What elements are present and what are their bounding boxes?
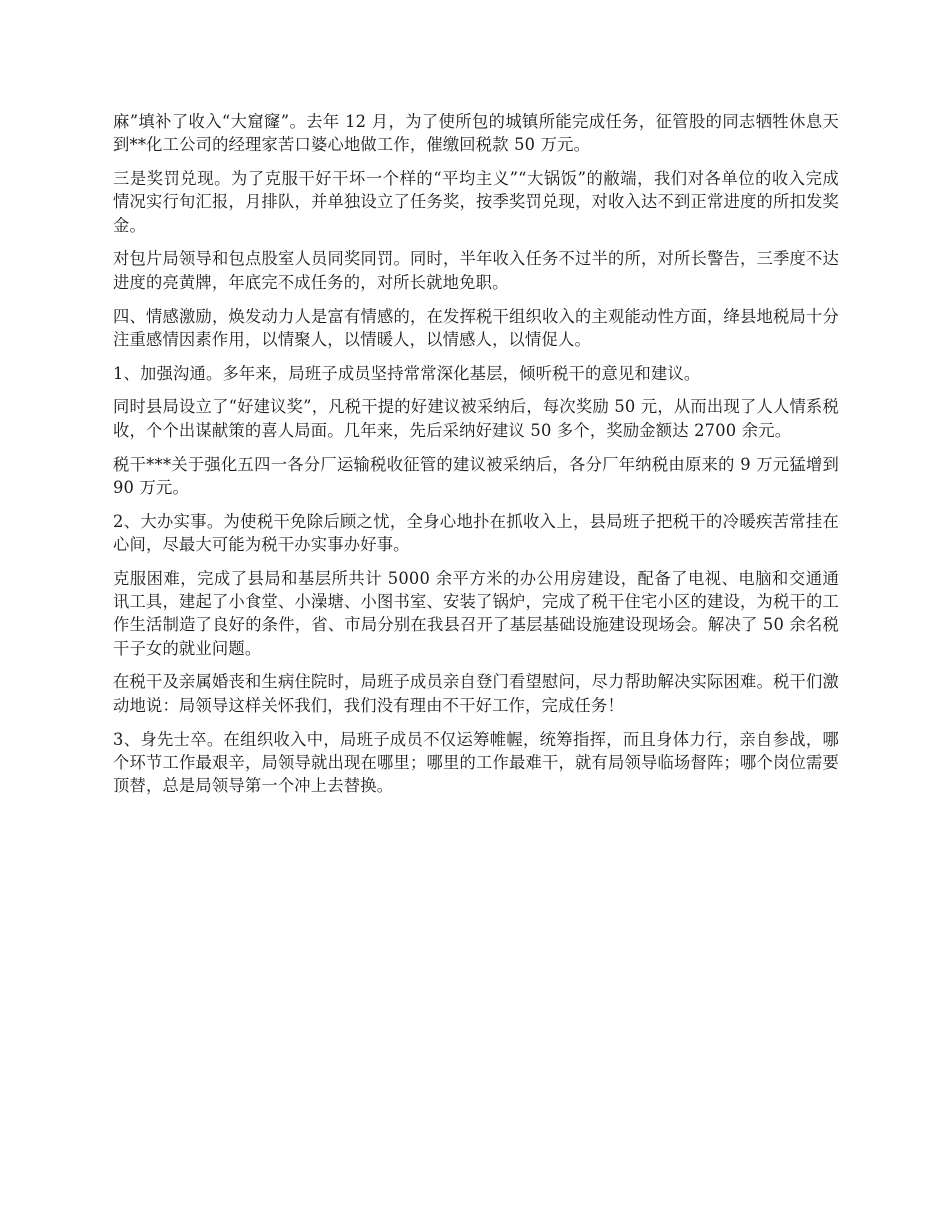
paragraph-6: 同时县局设立了“好建议奖”，凡税干提的好建议被采纳后，每次奖励 50 元，从而出现了人人情系税收，个个出谋献策的喜人局面。几年来，先后采纳好建议 50 多个，奖励金额达 2700 余元。 xyxy=(113,397,839,440)
document-page xyxy=(113,110,839,808)
paragraph-11: 3、身先士卒。在组织收入中，局班子成员不仅运筹帷幄，统筹指挥，而且身体力行，亲自参战，哪个环节工作最艰辛，局领导就出现在哪里；哪里的工作最难干，就有局领导临场督阵；哪个岗位需要顶替，总是局领导第一个冲上去替换。 xyxy=(113,729,839,796)
paragraph-2: 三是奖罚兑现。为了克服干好干坏一个样的“平均主义”“大锅饭”的敝端，我们对各单位的收入完成情况实行旬汇报，月排队，并单独设立了任务奖，按季奖罚兑现，对收入达不到正常进度的所扣发奖金。 xyxy=(113,169,839,235)
paragraph-10: 在税干及亲属婚丧和生病住院时，局班子成员亲自登门看望慰问，尽力帮助解决实际困难。税干们激动地说：局领导这样关怀我们，我们没有理由不干好工作，完成任务！ xyxy=(113,672,839,715)
paragraph-8: 2、大办实事。为使税干免除后顾之忧，全身心地扑在抓收入上，县局班子把税干的冷暖疾苦常挂在心间，尽最大可能为税干办实事办好事。 xyxy=(113,511,839,554)
paragraph-1: 麻”填补了收入“大窟窿”。去年 12 月，为了使所包的城镇所能完成任务，征管股的同志牺牲休息天到**化工公司的经理家苦口婆心地做工作，催缴回税款 50 万元。 xyxy=(113,112,839,155)
paragraph-3: 对包片局领导和包点股室人员同奖同罚。同时，半年收入任务不过半的所，对所长警告，三季度不达进度的亮黄牌，年底完不成任务的，对所长就地免职。 xyxy=(113,249,839,292)
paragraph-9: 克服困难，完成了县局和基层所共计 5000 余平方米的办公用房建设，配备了电视、电脑和交通通讯工具，建起了小食堂、小澡塘、小图书室、安装了锅炉，完成了税干住宅小区的建设，为税干的工作生活制造了良好的条件，省、市局分别在我县召开了基层基础设施建设现场会。解决了 50 余名税干子女的就业问题。 xyxy=(113,568,839,658)
paragraph-4: 四、情感激励，焕发动力人是富有情感的，在发挥税干组织收入的主观能动性方面，绛县地税局十分注重感情因素作用，以情聚人，以情暖人，以情感人，以情促人。 xyxy=(113,306,839,349)
paragraph-7: 税干***关于强化五四一各分厂运输税收征管的建议被采纳后，各分厂年纳税由原来的 9 万元猛增到 90 万元。 xyxy=(113,454,839,497)
paragraph-5: 1、加强沟通。多年来，局班子成员坚持常常深化基层，倾听税干的意见和建议。 xyxy=(113,363,701,383)
